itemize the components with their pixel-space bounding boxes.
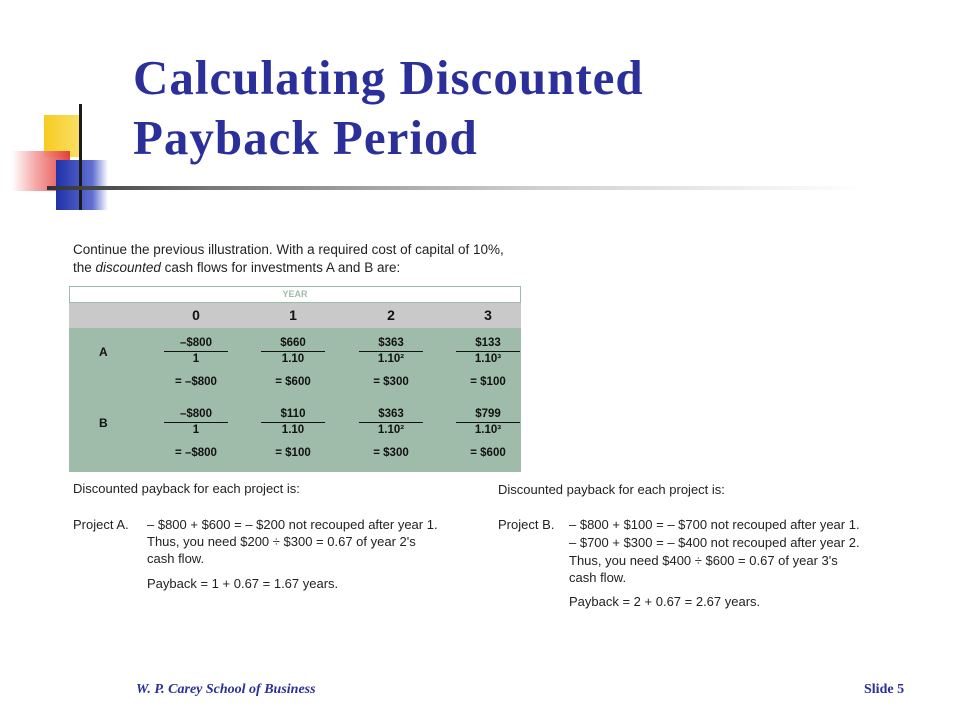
- intro-text-after: cash flows for investments A and B are:: [160, 260, 401, 275]
- project-b-line-2: – $700 + $300 = – $400 not recouped after year 2.: [569, 535, 860, 550]
- project-b-year-1-result: = $100: [275, 447, 311, 459]
- fraction-denominator: 1: [192, 353, 200, 365]
- project-b-year-3-result: = $600: [470, 447, 506, 459]
- footer-school-name: W. P. Carey School of Business: [136, 682, 316, 697]
- fraction-denominator: 1.10³: [474, 353, 502, 365]
- project-b-year-1-fraction: [261, 407, 325, 438]
- logo-blue-block: [56, 160, 108, 210]
- slide-title: [133, 48, 893, 168]
- left-heading: Discounted payback for each project is:: [73, 481, 300, 496]
- project-a-year-1-result: = $600: [275, 376, 311, 388]
- fraction-numerator: –$800: [164, 336, 228, 352]
- slide-title-line1: Calculating Discounted: [133, 50, 644, 105]
- year-2-header: 2: [387, 307, 395, 323]
- project-a-payback: Payback = 1 + 0.67 = 1.67 years.: [147, 576, 339, 591]
- project-b-label-text: Project B.: [498, 517, 555, 532]
- year-1-header: 1: [289, 307, 297, 323]
- project-b-line-3: Thus, you need $400 ÷ $600 = 0.67 of year 3's: [569, 553, 838, 568]
- fraction-denominator: 1.10: [281, 424, 305, 436]
- fraction-numerator: –$800: [164, 407, 228, 423]
- project-a-line-2: Thus, you need $200 ÷ $300 = 0.67 of year 2's: [147, 534, 416, 549]
- project-b-line-1: – $800 + $100 = – $700 not recouped after year 1.: [569, 517, 860, 532]
- fraction-numerator: $799: [456, 407, 520, 423]
- project-b-year-2-fraction: [359, 407, 423, 438]
- project-a-line-3: cash flow.: [147, 551, 205, 566]
- project-a-line-1: – $800 + $600 = – $200 not recouped after year 1.: [147, 517, 438, 532]
- project-b-line-4: cash flow.: [569, 570, 627, 585]
- fraction-denominator: 1.10²: [377, 424, 405, 436]
- fraction-numerator: $660: [261, 336, 325, 352]
- logo-vertical-line: [79, 104, 82, 210]
- project-b-year-0-fraction: [164, 407, 228, 438]
- fraction-denominator: 1.10³: [474, 424, 502, 436]
- project-a-year-0-result: = –$800: [175, 376, 217, 388]
- intro-paragraph: [73, 241, 513, 277]
- title-underline: [47, 186, 860, 190]
- project-b-payback: Payback = 2 + 0.67 = 2.67 years.: [569, 594, 761, 609]
- slide-title-line2: Payback Period: [133, 110, 478, 165]
- project-b-year-2-result: = $300: [373, 447, 409, 459]
- year-numbers-row: [69, 303, 521, 328]
- fraction-numerator: $363: [359, 407, 423, 423]
- project-a-year-0-fraction: [164, 336, 228, 367]
- project-a-year-3-fraction: [456, 336, 520, 367]
- project-b-year-0-result: = –$800: [175, 447, 217, 459]
- project-a-label: A: [99, 345, 108, 359]
- fraction-numerator: $133: [456, 336, 520, 352]
- year-header: YEAR: [69, 286, 521, 303]
- fraction-denominator: 1.10²: [377, 353, 405, 365]
- footer-slide-number: Slide 5: [864, 682, 905, 697]
- year-3-header: 3: [484, 307, 492, 323]
- project-b-year-3-fraction: [456, 407, 520, 438]
- year-0-header: 0: [192, 307, 200, 323]
- discounted-cash-flow-table: [69, 286, 521, 472]
- project-a-year-2-result: = $300: [373, 376, 409, 388]
- fraction-numerator: $363: [359, 336, 423, 352]
- project-a-year-2-fraction: [359, 336, 423, 367]
- fraction-numerator: $110: [261, 407, 325, 423]
- right-heading: Discounted payback for each project is:: [498, 482, 725, 497]
- fraction-denominator: 1: [192, 424, 200, 436]
- project-a-year-3-result: = $100: [470, 376, 506, 388]
- project-b-label: B: [99, 416, 108, 430]
- project-a-year-1-fraction: [261, 336, 325, 367]
- project-a-label-text: Project A.: [73, 517, 129, 532]
- intro-text-italic: discounted: [95, 260, 161, 275]
- fraction-denominator: 1.10: [281, 353, 305, 365]
- intro-text-before: Continue the previous illustration. With a required cost of capital of 10%, the: [73, 242, 504, 275]
